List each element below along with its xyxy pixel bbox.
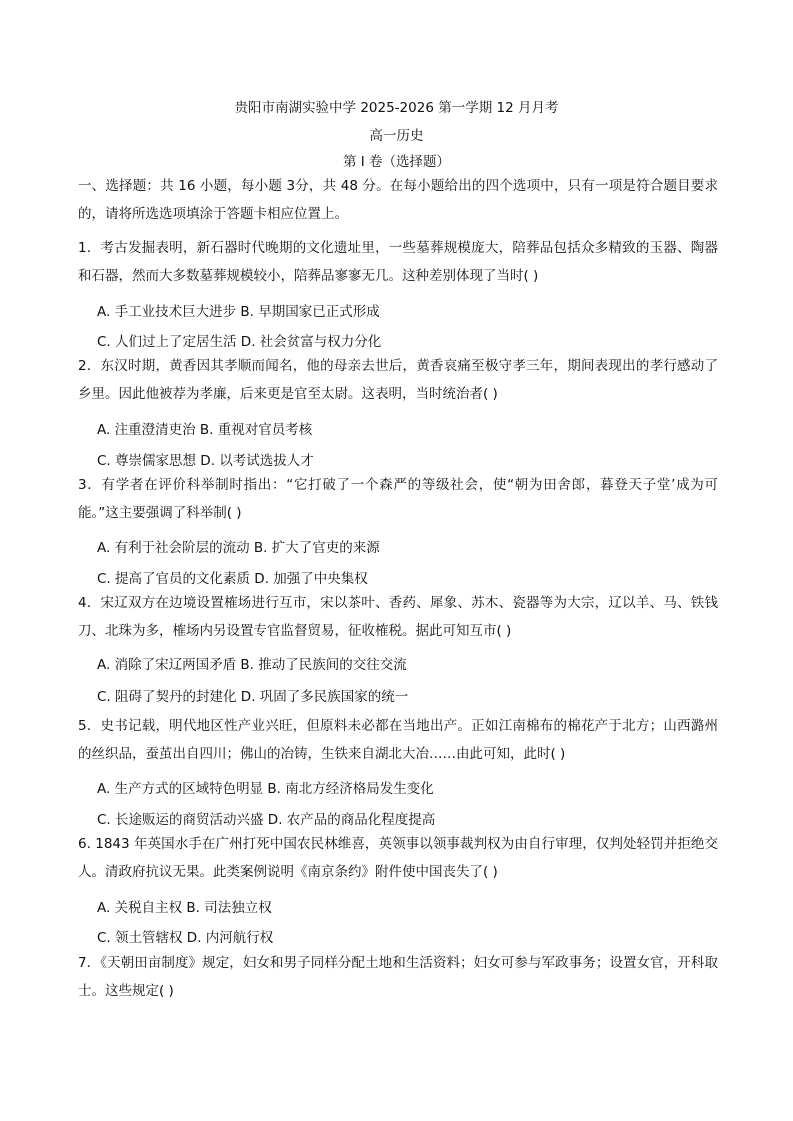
question-3-options-ab: A. 有利于社会阶层的流动 B. 扩大了官吏的来源: [97, 540, 380, 556]
question-4-stem: 4．宋辽双方在边境设置榷场进行互市，宋以茶叶、香药、犀象、苏木、瓷器等为大宗，辽以羊、马、铁钱刀、北珠为多，榷场内另设置专官监督贸易，征收榷税。据此可知互市( ): [78, 595, 718, 639]
question-6-options-ab: A. 关税自主权 B. 司法独立权: [97, 900, 272, 916]
exam-section: 第 I 卷（选择题）: [342, 154, 451, 170]
question-4-options-cd: C. 阻碍了契丹的封建化 D. 巩固了多民族国家的统一: [97, 689, 409, 705]
question-1-options-ab: A. 手工业技术巨大进步 B. 早期国家已正式形成: [97, 304, 380, 320]
instructions: 一、选择题：共 16 小题，每小题 3分，共 48 分。在每小题给出的四个选项中，只有一项是符合题目要求的，请将所选选项填涂于答题卡相应位置上。: [78, 178, 718, 222]
question-3-options-cd: C. 提高了官员的文化素质 D. 加强了中央集权: [97, 571, 368, 587]
question-5-options-ab: A. 生产方式的区域特色明显 B. 南北方经济格局发生变化: [97, 781, 434, 797]
exam-subject: 高一历史: [369, 128, 424, 144]
question-5-stem: 5．史书记载，明代地区性产业兴旺，但原料未必都在当地出产。正如江南棉布的棉花产于北方；山西潞州的丝织品，蚕茧出自四川；佛山的冶铸，生铁来自湖北大冶……由此可知，此时( ): [78, 718, 718, 762]
question-1-options-cd: C. 人们过上了定居生活 D. 社会贫富与权力分化: [97, 334, 382, 350]
question-2-options-ab: A. 注重澄清吏治 B. 重视对官员考核: [97, 422, 313, 438]
question-4-options-ab: A. 消除了宋辽两国矛盾 B. 推动了民族间的交往交流: [97, 657, 407, 673]
question-2-options-cd: C. 尊崇儒家思想 D. 以考试选拔人才: [97, 453, 314, 469]
question-6-stem: 6. 1843 年英国水手在广州打死中国农民林维喜，英领事以领事裁判权为由自行审理，仅判处轻罚并拒绝交人。清政府抗议无果。此类案例说明《南京条约》附件使中国丧失了( ): [78, 836, 718, 880]
question-1-stem: 1．考古发掘表明，新石器时代晚期的文化遗址里，一些墓葬规模庞大，陪葬品包括众多精致的玉器、陶器和石器，然而大多数墓葬规模较小，陪葬品寥寥无几。这种差别体现了当时( ): [78, 240, 718, 284]
exam-title: 贵阳市南湖实验中学 2025-2026 第一学期 12 月月考: [234, 100, 559, 116]
question-5-options-cd: C. 长途贩运的商贸活动兴盛 D. 农产品的商品化程度提高: [97, 812, 436, 828]
question-6-options-cd: C. 领土管辖权 D. 内河航行权: [97, 930, 274, 946]
question-2-stem: 2．东汉时期，黄香因其孝顺而闻名，他的母亲去世后，黄香哀痛至极守孝三年，期间表现出的孝行感动了乡里。因此他被荐为孝廉，后来更是官至太尉。这表明，当时统治者( ): [78, 358, 718, 402]
question-3-stem: 3．有学者在评价科举制时指出：“它打破了一个森严的等级社会，使“朝为田舍郎，暮登天子堂’成为可能。”这主要强调了科举制( ): [78, 477, 718, 521]
question-7-stem: 7．《天朝田亩制度》规定，妇女和男子同样分配土地和生活资料；妇女可参与军政事务；设置女官，开科取士。这些规定( ): [78, 955, 718, 999]
